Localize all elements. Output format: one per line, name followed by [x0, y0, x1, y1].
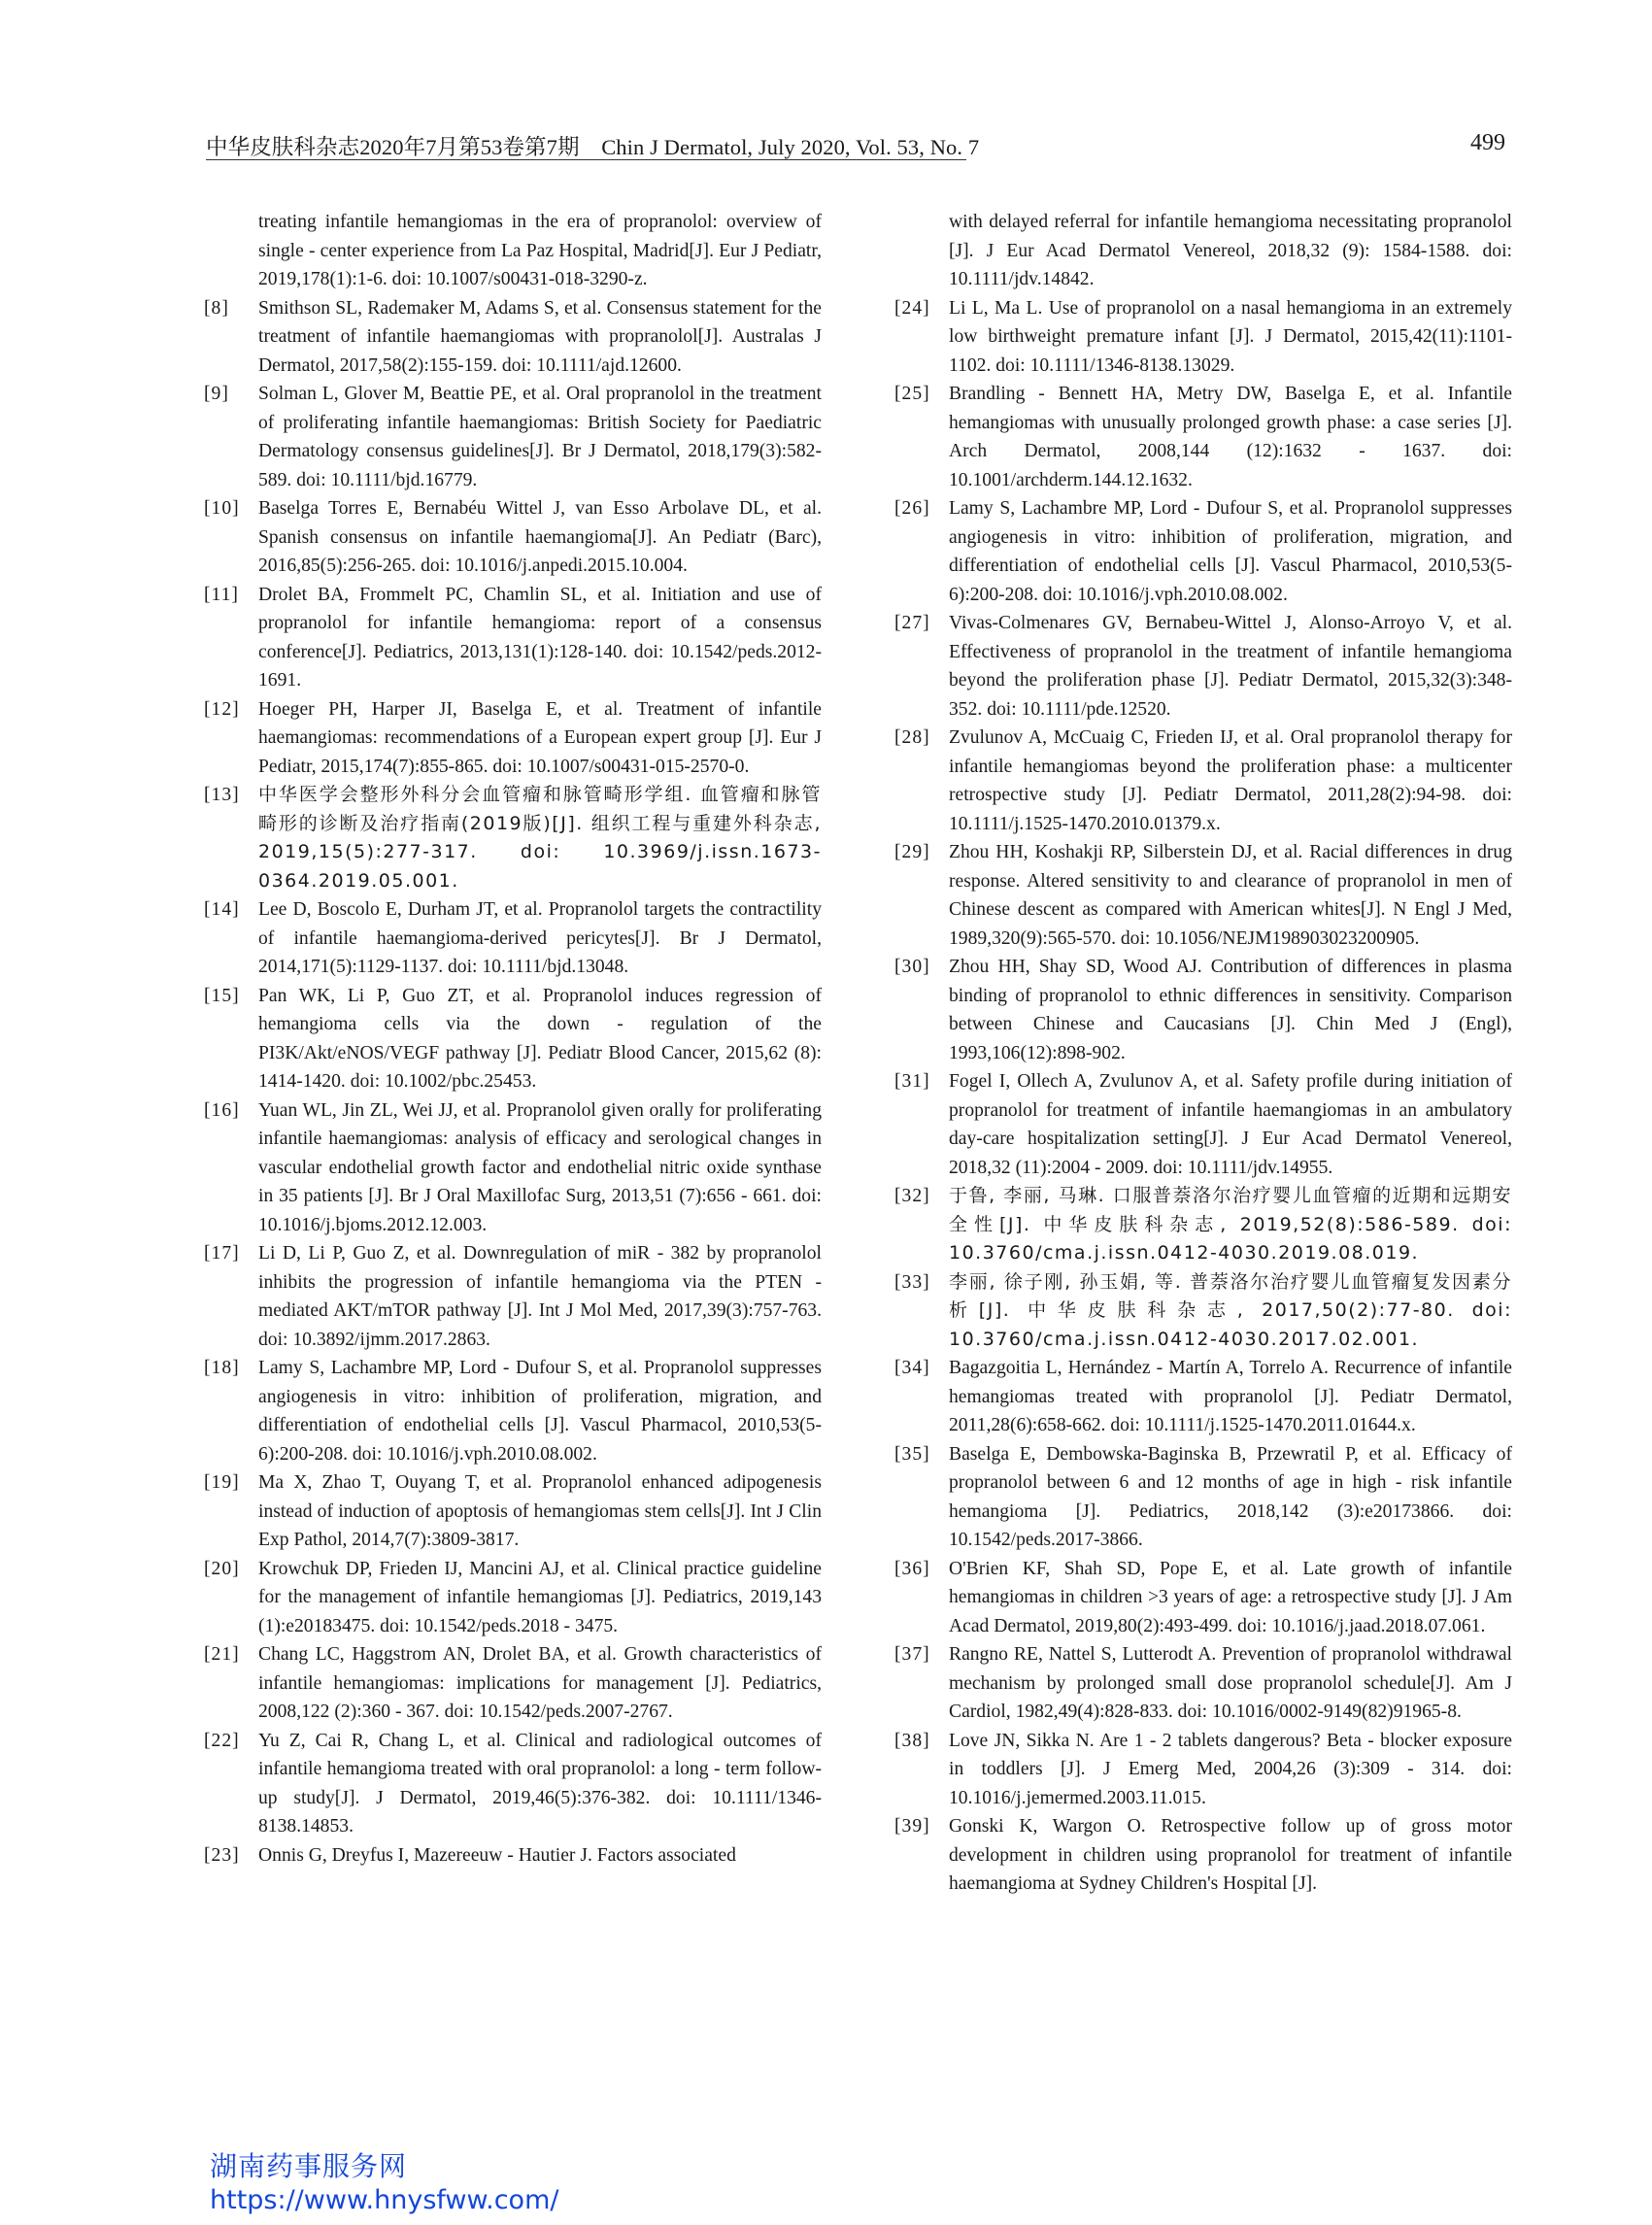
reference-number: [20]: [204, 1558, 240, 1579]
reference-column-left: [204, 208, 822, 1870]
reference-entry: [258, 208, 822, 294]
reference-number: [37]: [894, 1644, 930, 1665]
reference-entry: [204, 1841, 822, 1871]
footer-site-name: 湖南药事服务网: [210, 2150, 408, 2182]
reference-text: Zhou HH, Koshakji RP, Silberstein DJ, et al. Racial differences in drug response. Altered sensitivity to and clearance of propranolol in men of Chinese descent as compared with American whites[J]. N Engl J Med, 1989,320(9):565-570. doi: 10.1056/NEJM198903023200905.: [949, 842, 1512, 949]
reference-text: Brandling - Bennett HA, Metry DW, Baselga E, et al. Infantile hemangiomas with unusually prolonged growth phase: a case series [J]. Arch Dermatol, 2008,144 (12):1632 - 1637. doi: 10.1001/archderm.144.12.1632.: [949, 384, 1512, 490]
reference-text: Bagazgoitia L, Hernández - Martín A, Torrelo A. Recurrence of infantile hemangiomas treated with propranolol [J]. Pediatr Dermatol, 2011,28(6):658-662. doi: 10.1111/j.1525-1470.2011.01644.x.: [949, 1358, 1512, 1435]
reference-number: [19]: [204, 1472, 240, 1493]
reference-entry: [894, 1268, 1512, 1355]
reference-entry: [204, 1239, 822, 1354]
reference-text: Drolet BA, Frommelt PC, Chamlin SL, et al. Initiation and use of propranolol for infantile hemangioma: report of a consensus conference[J]. Pediatrics, 2013,131(1):128-140. doi: 10.1542/peds.2012-1691.: [258, 584, 822, 691]
reference-number: [28]: [894, 727, 930, 748]
reference-text: 李丽, 徐子刚, 孙玉娟, 等. 普萘洛尔治疗婴儿血管瘤复发因素分析[J]. 中华皮肤科杂志, 2017,50(2):77-80. doi: 10.3760/cma.j.issn.0412-4030.2017.02.001.: [949, 1270, 1512, 1350]
reference-number: [8]: [204, 297, 229, 319]
reference-number: [31]: [894, 1071, 930, 1092]
reference-text: Gonski K, Wargon O. Retrospective follow up of gross motor development in children using propranolol for treatment of infantile haemangioma at Sydney Children's Hospital [J].: [949, 1816, 1512, 1894]
reference-text: Zvulunov A, McCuaig C, Frieden IJ, et al. Oral propranolol therapy for infantile hemangiomas beyond the proliferation phase: a multicenter retrospective study [J]. Pediatr Dermatol, 2011,28(2):94-98. doi: 10.1111/j.1525-1470.2010.01379.x.: [949, 727, 1512, 834]
reference-entry: [894, 494, 1512, 609]
reference-text: Li L, Ma L. Use of propranolol on a nasal hemangioma in an extremely low birthweight premature infant [J]. J Dermatol, 2015,42(11):1101-1102. doi: 10.1111/1346-8138.13029.: [949, 297, 1512, 376]
reference-entry: [204, 1727, 822, 1841]
reference-number: [9]: [204, 384, 229, 404]
reference-text: Lee D, Boscolo E, Durham JT, et al. Propranolol targets the contractility of infantile haemangioma-derived pericytes[J]. Br J Dermatol, 2014,171(5):1129-1137. doi: 10.1111/bjd.13048.: [258, 899, 822, 977]
reference-number: [25]: [894, 384, 930, 404]
reference-text: Chang LC, Haggstrom AN, Drolet BA, et al. Growth characteristics of infantile hemangiomas: implications for management [J]. Pediatrics, 2008,122 (2):360 - 367. doi: 10.1542/peds.2007-2767.: [258, 1644, 822, 1722]
reference-text: Ma X, Zhao T, Ouyang T, et al. Propranolol enhanced adipogenesis instead of induction of apoptosis of hemangiomas stem cells[J]. Int J Clin Exp Pathol, 2014,7(7):3809-3817.: [258, 1472, 822, 1550]
reference-text: Lamy S, Lachambre MP, Lord - Dufour S, et al. Propranolol suppresses angiogenesis in vitro: inhibition of proliferation, migration, and differentiation of endothelial cells [J]. Vascul Pharmacol, 2010,53(5-6):200-208. doi: 10.1016/j.vph.2010.08.002.: [949, 498, 1512, 605]
reference-entry: [894, 1067, 1512, 1182]
watermark-footer: [210, 2149, 558, 2217]
reference-entry: [894, 838, 1512, 953]
reference-number: [34]: [894, 1358, 930, 1378]
reference-entry: [894, 294, 1512, 381]
reference-number: [33]: [894, 1271, 930, 1293]
reference-text: Solman L, Glover M, Beattie PE, et al. Oral propranolol in the treatment of proliferating infantile haemangiomas: British Society for Paediatric Dermatology consensus guidelines[J]. Br J Dermatol, 2018,179(3):582-589. doi: 10.1111/bjd.16779.: [258, 384, 822, 490]
reference-entry: [894, 1354, 1512, 1440]
reference-text: Onnis G, Dreyfus I, Mazereeuw - Hautier J. Factors associated: [258, 1844, 736, 1866]
reference-text: 中华医学会整形外科分会血管瘤和脉管畸形学组. 血管瘤和脉管畸形的诊断及治疗指南(2019版)[J]. 组织工程与重建外科杂志, 2019,15(5):277-317. doi: 10.3969/j.issn.1673-0364.2019.05.001.: [258, 784, 822, 892]
reference-number: [21]: [204, 1644, 240, 1665]
reference-entry: [204, 380, 822, 494]
reference-number: [39]: [894, 1816, 930, 1837]
reference-entry: [204, 1555, 822, 1641]
reference-entry: [204, 895, 822, 982]
reference-entry: [204, 294, 822, 381]
reference-text: Lamy S, Lachambre MP, Lord - Dufour S, et al. Propranolol suppresses angiogenesis in vitro: inhibition of proliferation, migration, and differentiation of endothelial cells [J]. Vascul Pharmacol, 2010,53(5-6):200-208. doi: 10.1016/j.vph.2010.08.002.: [258, 1358, 822, 1465]
journal-citation: 中华皮肤科杂志2020年7月第53卷第7期 Chin J Dermatol, July 2020, Vol. 53, No. 7: [206, 135, 980, 159]
reference-number: [24]: [894, 297, 930, 319]
reference-text: Vivas-Colmenares GV, Bernabeu-Wittel J, Alonso-Arroyo V, et al. Effectiveness of propranolol in the treatment of infantile hemangioma beyond the proliferation phase [J]. Pediatr Dermatol, 2015,32(3):348-352. doi: 10.1111/pde.12520.: [949, 613, 1512, 720]
reference-number: [14]: [204, 899, 240, 920]
reference-number: [18]: [204, 1358, 240, 1378]
reference-number: [23]: [204, 1844, 240, 1866]
reference-entry: [204, 695, 822, 782]
reference-list: [204, 208, 1512, 2082]
reference-entry: [894, 1555, 1512, 1641]
page-number: 499: [1470, 130, 1505, 155]
reference-entry: [204, 1640, 822, 1727]
reference-number: [13]: [204, 785, 240, 805]
reference-number: [38]: [894, 1730, 930, 1751]
reference-number: [11]: [204, 584, 239, 605]
reference-text: O'Brien KF, Shah SD, Pope E, et al. Late growth of infantile hemangiomas in children >3 years of age: a retrospective study [J]. J Am Acad Dermatol, 2019,80(2):493-499. doi: 10.1016/j.jaad.2018.07.061.: [949, 1558, 1512, 1636]
reference-entry: [894, 1440, 1512, 1555]
reference-entry: [894, 380, 1512, 494]
reference-number: [22]: [204, 1730, 240, 1751]
reference-number: [29]: [894, 842, 930, 862]
reference-entry: [204, 494, 822, 581]
reference-entry: [894, 609, 1512, 724]
reference-entry: [204, 1096, 822, 1240]
reference-number: [26]: [894, 498, 930, 519]
reference-entry: [894, 724, 1512, 838]
reference-entry: [894, 953, 1512, 1067]
footer-url-link[interactable]: https://www.hnysfww.com/: [210, 2185, 559, 2215]
reference-entry: [894, 1182, 1512, 1268]
reference-text: Li D, Li P, Guo Z, et al. Downregulation of miR - 382 by propranolol inhibits the progression of infantile hemangioma via the PTEN - mediated AKT/mTOR pathway [J]. Int J Mol Med, 2017,39(3):757-763. doi: 10.3892/ijmm.2017.2863.: [258, 1243, 822, 1350]
reference-text: Baselga Torres E, Bernabéu Wittel J, van Esso Arbolave DL, et al. Spanish consensus on infantile haemangioma[J]. An Pediatr (Barc), 2016,85(5):256-265. doi: 10.1016/j.anpedi.2015.10.004.: [258, 498, 822, 576]
reference-entry: [204, 982, 822, 1096]
reference-number: [36]: [894, 1558, 930, 1579]
reference-number: [35]: [894, 1443, 930, 1465]
reference-entry: [204, 781, 822, 895]
reference-text: Smithson SL, Rademaker M, Adams S, et al. Consensus statement for the treatment of infantile haemangiomas with propranolol[J]. Australas J Dermatol, 2017,58(2):155-159. doi: 10.1111/ajd.12600.: [258, 297, 822, 376]
reference-text: Zhou HH, Shay SD, Wood AJ. Contribution of differences in plasma binding of propranolol to ethnic differences in sensitivity. Comparison between Chinese and Caucasians [J]. Chin Med J (Engl), 1993,106(12):898-902.: [949, 957, 1512, 1063]
reference-entry: [894, 1640, 1512, 1727]
reference-text: Fogel I, Ollech A, Zvulunov A, et al. Safety profile during initiation of propranolol for treatment of infantile haemangiomas in an ambulatory day-care hospitalization setting[J]. J Eur Acad Dermatol Venereol, 2018,32 (11):2004 - 2009. doi: 10.1111/jdv.14955.: [949, 1071, 1512, 1178]
reference-text: Baselga E, Dembowska-Baginska B, Przewratil P, et al. Efficacy of propranolol between 6 and 12 months of age in high - risk infantile hemangioma [J]. Pediatrics, 2018,142 (3):e20173866. doi: 10.1542/peds.2017-3866.: [949, 1443, 1512, 1550]
reference-entry: [894, 1812, 1512, 1899]
reference-text: Love JN, Sikka N. Are 1 - 2 tablets dangerous? Beta - blocker exposure in toddlers [J]. J Emerg Med, 2004,26 (3):309 - 314. doi: 10.1016/j.jemermed.2003.11.015.: [949, 1730, 1512, 1808]
reference-entry: [204, 1354, 822, 1468]
reference-text: treating infantile hemangiomas in the era of propranolol: overview of single - center experience from La Paz Hospital, Madrid[J]. Eur J Pediatr, 2019,178(1):1-6. doi: 10.1007/s00431-018-3290-z.: [258, 212, 822, 289]
reference-number: [32]: [894, 1186, 930, 1206]
reference-text: with delayed referral for infantile hemangioma necessitating propranolol [J]. J Eur Acad Dermatol Venereol, 2018,32 (9): 1584-1588. doi: 10.1111/jdv.14842.: [949, 212, 1512, 289]
reference-text: Yuan WL, Jin ZL, Wei JJ, et al. Propranolol given orally for proliferating infantile haemangiomas: analysis of efficacy and serological changes in vascular endothelial growth factor and endothelial nitric oxide synthase in 35 patients [J]. Br J Oral Maxillofac Surg, 2013,51 (7):656 - 661. doi: 10.1016/j.bjoms.2012.12.003.: [258, 1099, 822, 1235]
reference-number: [12]: [204, 698, 240, 720]
reference-text: 于鲁, 李丽, 马琳. 口服普萘洛尔治疗婴儿血管瘤的近期和远期安全性[J]. 中华皮肤科杂志, 2019,52(8):586-589. doi: 10.3760/cma.j.issn.0412-4030.2019.08.019.: [949, 1185, 1512, 1264]
reference-number: [10]: [204, 498, 240, 519]
reference-text: Krowchuk DP, Frieden IJ, Mancini AJ, et al. Clinical practice guideline for the management of infantile hemangiomas [J]. Pediatrics, 2019,143 (1):e20183475. doi: 10.1542/peds.2018 - 3475.: [258, 1558, 822, 1636]
reference-number: [16]: [204, 1099, 240, 1121]
reference-entry: [949, 208, 1512, 294]
reference-text: Pan WK, Li P, Guo ZT, et al. Propranolol induces regression of hemangioma cells via the down - regulation of the PI3K/Akt/eNOS/VEGF pathway [J]. Pediatr Blood Cancer, 2015,62 (8): 1414-1420. doi: 10.1002/pbc.25453.: [258, 985, 822, 1092]
reference-entry: [204, 581, 822, 695]
reference-text: Yu Z, Cai R, Chang L, et al. Clinical and radiological outcomes of infantile hemangioma treated with oral propranolol: a long - term follow-up study[J]. J Dermatol, 2019,46(5):376-382. doi: 10.1111/1346-8138.14853.: [258, 1730, 822, 1837]
header-rule: [206, 159, 966, 160]
reference-number: [27]: [894, 613, 930, 633]
reference-entry: [204, 1468, 822, 1555]
reference-number: [15]: [204, 985, 240, 1006]
reference-column-right: [894, 208, 1512, 1899]
reference-entry: [894, 1727, 1512, 1813]
reference-number: [17]: [204, 1243, 240, 1264]
reference-number: [30]: [894, 957, 930, 977]
running-header: [206, 124, 1505, 163]
reference-text: Rangno RE, Nattel S, Lutterodt A. Prevention of propranolol withdrawal mechanism by prolonged small dose propranolol schedule[J]. Am J Cardiol, 1982,49(4):828-833. doi: 10.1016/0002-9149(82)91965-8.: [949, 1644, 1512, 1722]
reference-text: Hoeger PH, Harper JI, Baselga E, et al. Treatment of infantile haemangiomas: recommendations of a European expert group [J]. Eur J Pediatr, 2015,174(7):855-865. doi: 10.1007/s00431-015-2570-0.: [258, 698, 822, 777]
